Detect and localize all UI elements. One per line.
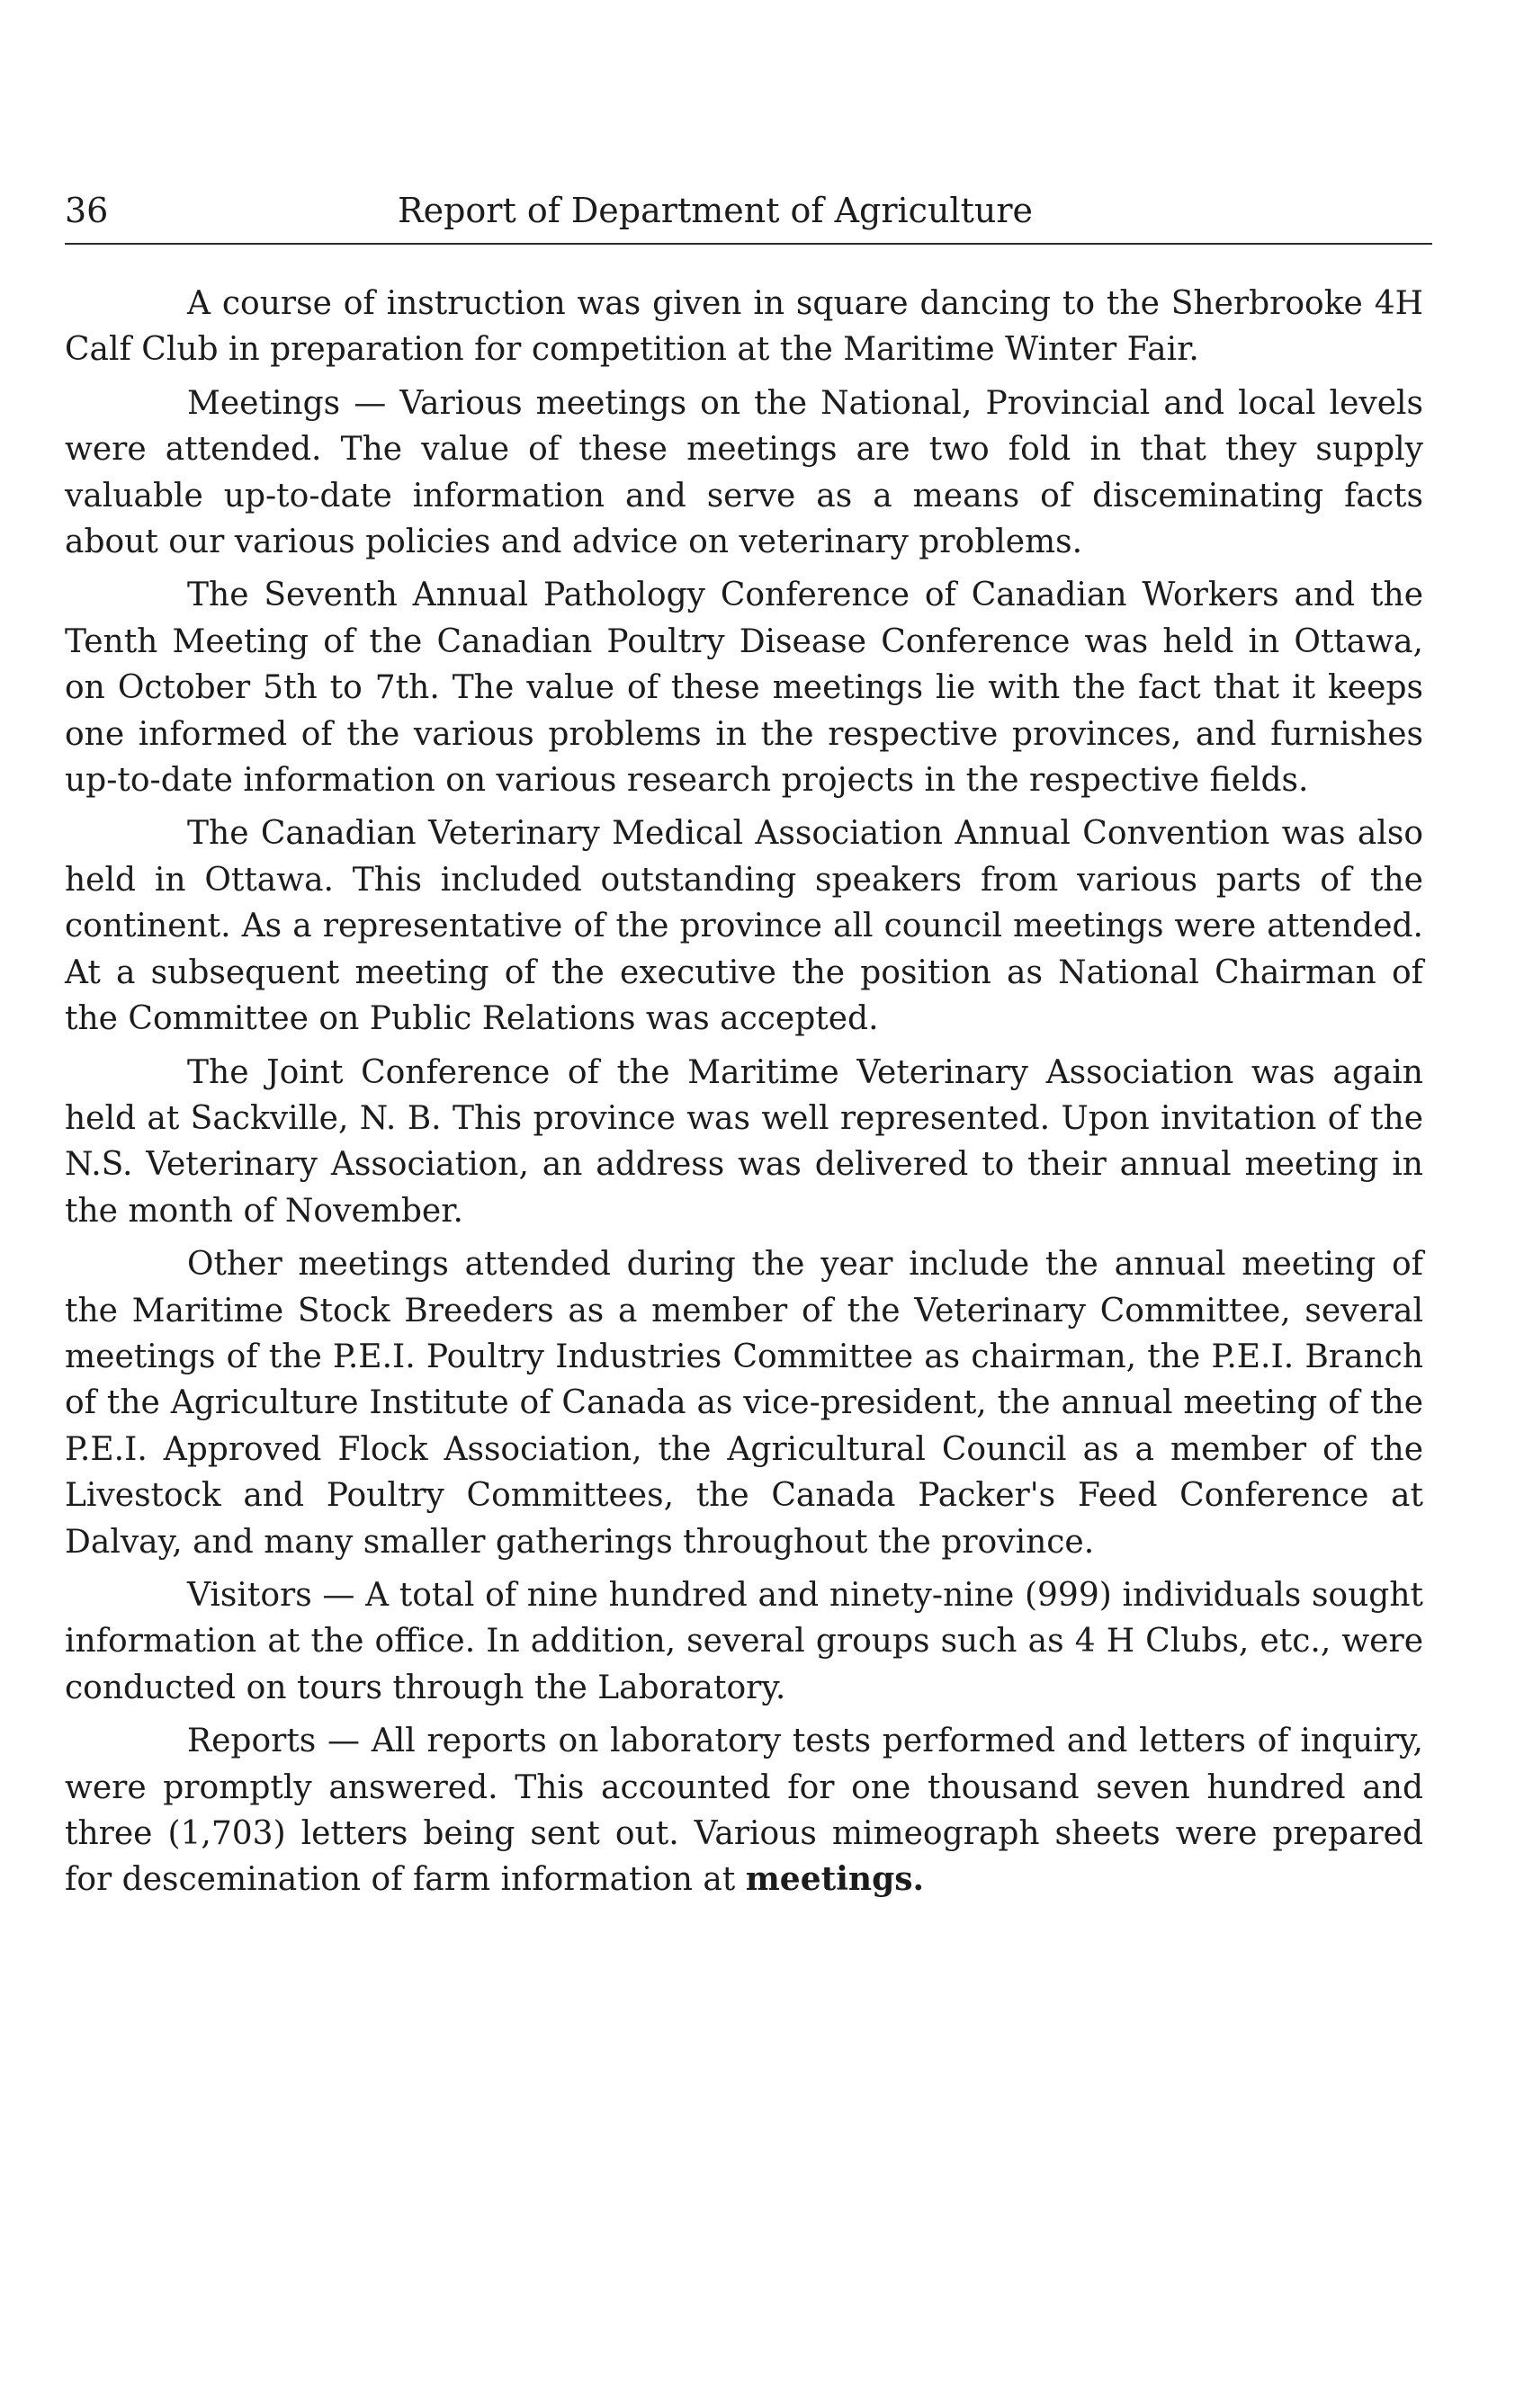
paragraph-text: A course of instruction was given in square dancing to the Sherbrooke 4H Calf Club in preparation for competition at the Maritime Winter Fair. — [65, 285, 1423, 369]
paragraph-lead: Reports — — [187, 1723, 372, 1760]
paragraph-cvma-convention — [65, 810, 1423, 1042]
paragraph-tail: meetings. — [745, 1860, 925, 1899]
paragraph-meetings — [65, 380, 1423, 566]
paragraph-text: Various meetings on the National, Provincial and local levels were attended. The value of these meetings are two fold in that they supply valuable up-to-date information and serve as a means of disceminating facts about our various policies and advice on veterinary problems. — [65, 384, 1424, 561]
header-rule — [65, 243, 1432, 245]
paragraph-text: The Canadian Veterinary Medical Association Annual Convention was also held in Ottawa. This included outstanding speakers from various parts of the continent. As a representative of the province all council meetings were attended. At a subsequent meeting of the executive the position as National Chairman of the Committee on Public Relations was accepted. — [65, 815, 1423, 1038]
body-text — [65, 281, 1423, 1903]
paragraph-text: All reports on laboratory tests performed and letters of inquiry, were promptly answered. This accounted for one thousand seven hundred and three (1,703) letters being sent out. Various mimeograph sheets were prepared for descemination of farm information at — [65, 1723, 1423, 1899]
paragraph-joint-conference — [65, 1050, 1423, 1235]
paragraph-text: The Seventh Annual Pathology Conference of Canadian Workers and the Tenth Meeting of the Canadian Poultry Disease Conference was held in Ottawa, on October 5th to 7th. The value of these meetings lie with the fact that it keeps one informed of the various problems in the respective provinces, and furnishes up-to-date information on various research projects in the respective fields. — [65, 577, 1423, 800]
paragraph-visitors — [65, 1572, 1423, 1711]
paragraph-other-meetings — [65, 1241, 1423, 1565]
paragraph-square-dancing — [65, 281, 1423, 373]
paragraph-reports — [65, 1718, 1423, 1903]
page-number: 36 — [65, 191, 109, 230]
running-head — [65, 184, 1432, 237]
paragraph-lead: Visitors — — [187, 1576, 366, 1614]
paragraph-pathology-conference — [65, 572, 1423, 803]
paragraph-text: The Joint Conference of the Maritime Veterinary Association was again held at Sackville, N. B. This province was well represented. Upon invitation of the N.S. Veterinary Association, an address was delivered to their annual meeting in the month of November. — [65, 1053, 1423, 1230]
running-title: Report of Department of Agriculture — [398, 191, 1033, 230]
paragraph-lead: Meetings — — [187, 384, 400, 422]
paragraph-text: Other meetings attended during the year include the annual meeting of the Maritime Stock Breeders as a member of the Veterinary Committee, several meetings of the P.E.I. Poultry Industries Committee as chairman, the P.E.I. Branch of the Agriculture Institute of Canada as vice-president, the annual meeting of the P.E.I. Approved Flock Association, the Agricultural Council as a member of the Livestock and Poultry Committees, the Canada Packer's Feed Conference at Dalvay, and many smaller gatherings throughout the province. — [65, 1246, 1423, 1561]
paragraph-text: A total of nine hundred and ninety-nine (999) individuals sought information at the office. In addition, several groups such as 4 H Clubs, etc., were conducted on tours through the Laboratory. — [65, 1576, 1423, 1706]
